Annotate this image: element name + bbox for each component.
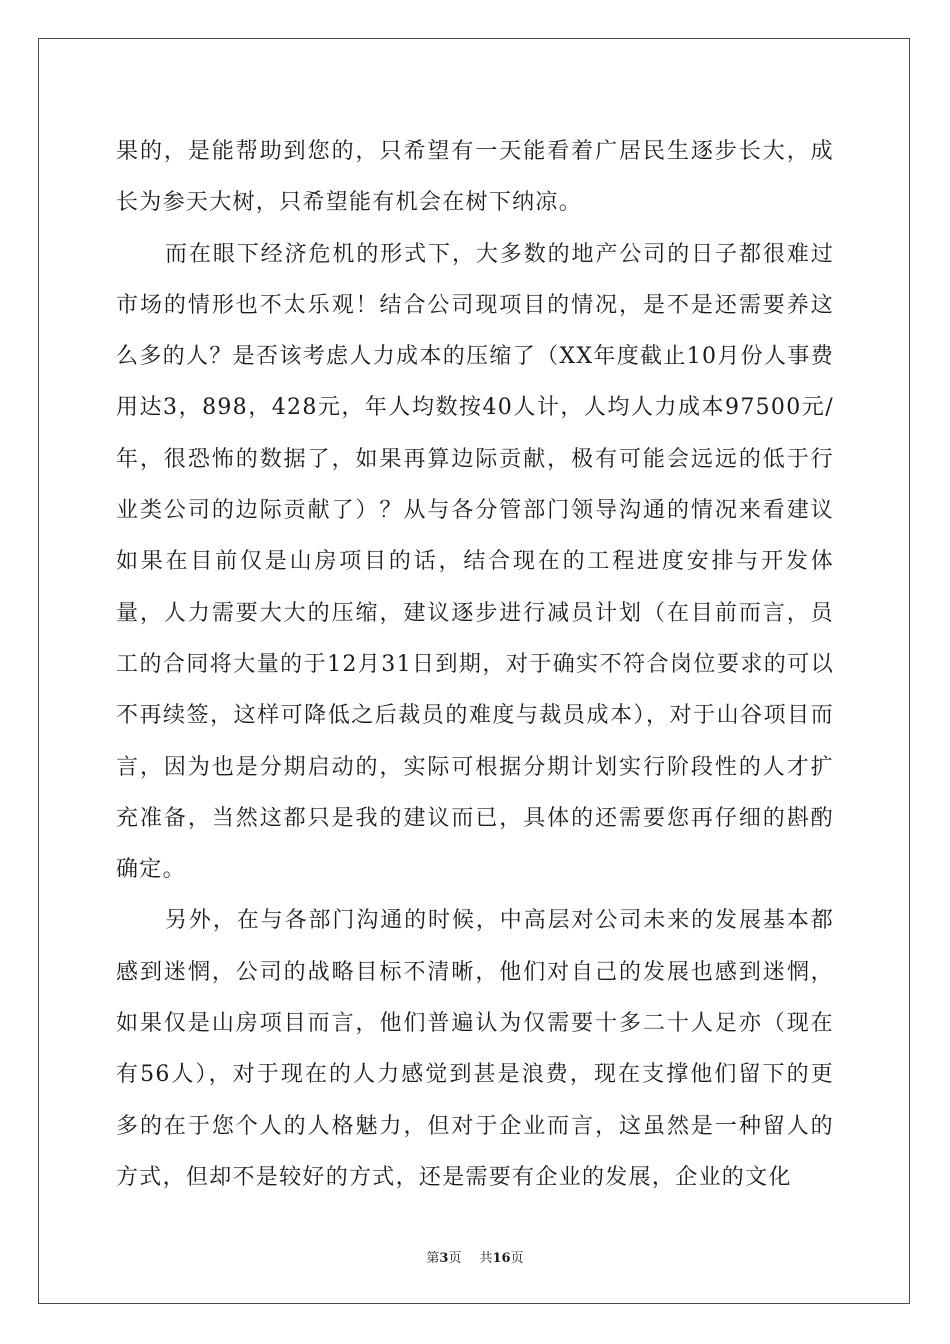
page-prefix: 第 xyxy=(426,1251,440,1266)
total-page-number: 16 xyxy=(492,1251,511,1266)
page-footer xyxy=(0,1247,950,1266)
page-unit: 页 xyxy=(448,1251,462,1266)
paragraph-continuation: 果的，是能帮助到您的，只希望有一天能看着广居民生逐步长大，成长为参天大树，只希望能有机会在树下纳凉。 xyxy=(116,139,834,216)
document-body xyxy=(116,126,834,1203)
total-unit: 页 xyxy=(510,1251,524,1266)
total-prefix: 共 xyxy=(479,1251,493,1266)
current-page-number: 3 xyxy=(439,1251,449,1266)
paragraph-cost-analysis: 而在眼下经济危机的形式下，大多数的地产公司的日子都很难过市场的情形也不太乐观！结合公司现项目的情况，是不是还需要养这么多的人？是否该考虑人力成本的压缩了（XX年度截止10月份人事费用达3，898，428元，年人均数按40人计，人均人力成本97500元/年，很恐怖的数据了，如果再算边际贡献，极有可能会远远的低于行业类公司的边际贡献了）？从与各分管部门领导沟通的情况来看建议如果在目前仅是山房项目的话，结合现在的工程进度安排与开发体量，人力需要大大的压缩，建议逐步进行减员计划（在目前而言，员工的合同将大量的于12月31日到期，对于确实不符合岗位要求的可以不再续签，这样可降低之后裁员的难度与裁员成本），对于山谷项目而言，因为也是分期启动的，实际可根据分期计划实行阶段性的人才扩充准备，当然这都只是我的建议而已，具体的还需要您再仔细的斟酌确定。 xyxy=(116,241,834,883)
paragraph-communication: 另外，在与各部门沟通的时候，中高层对公司未来的发展基本都感到迷惘，公司的战略目标不清晰，他们对自己的发展也感到迷惘，如果仅是山房项目而言，他们普遍认为仅需要十多二十人足亦（现在有56人），对于现在的人力感觉到甚是浪费，现在支撑他们留下的更多的在于您个人的人格魅力，但对于企业而言，这虽然是一种留人的方式，但却不是较好的方式，还是需要有企业的发展，企业的文化 xyxy=(116,908,834,1190)
